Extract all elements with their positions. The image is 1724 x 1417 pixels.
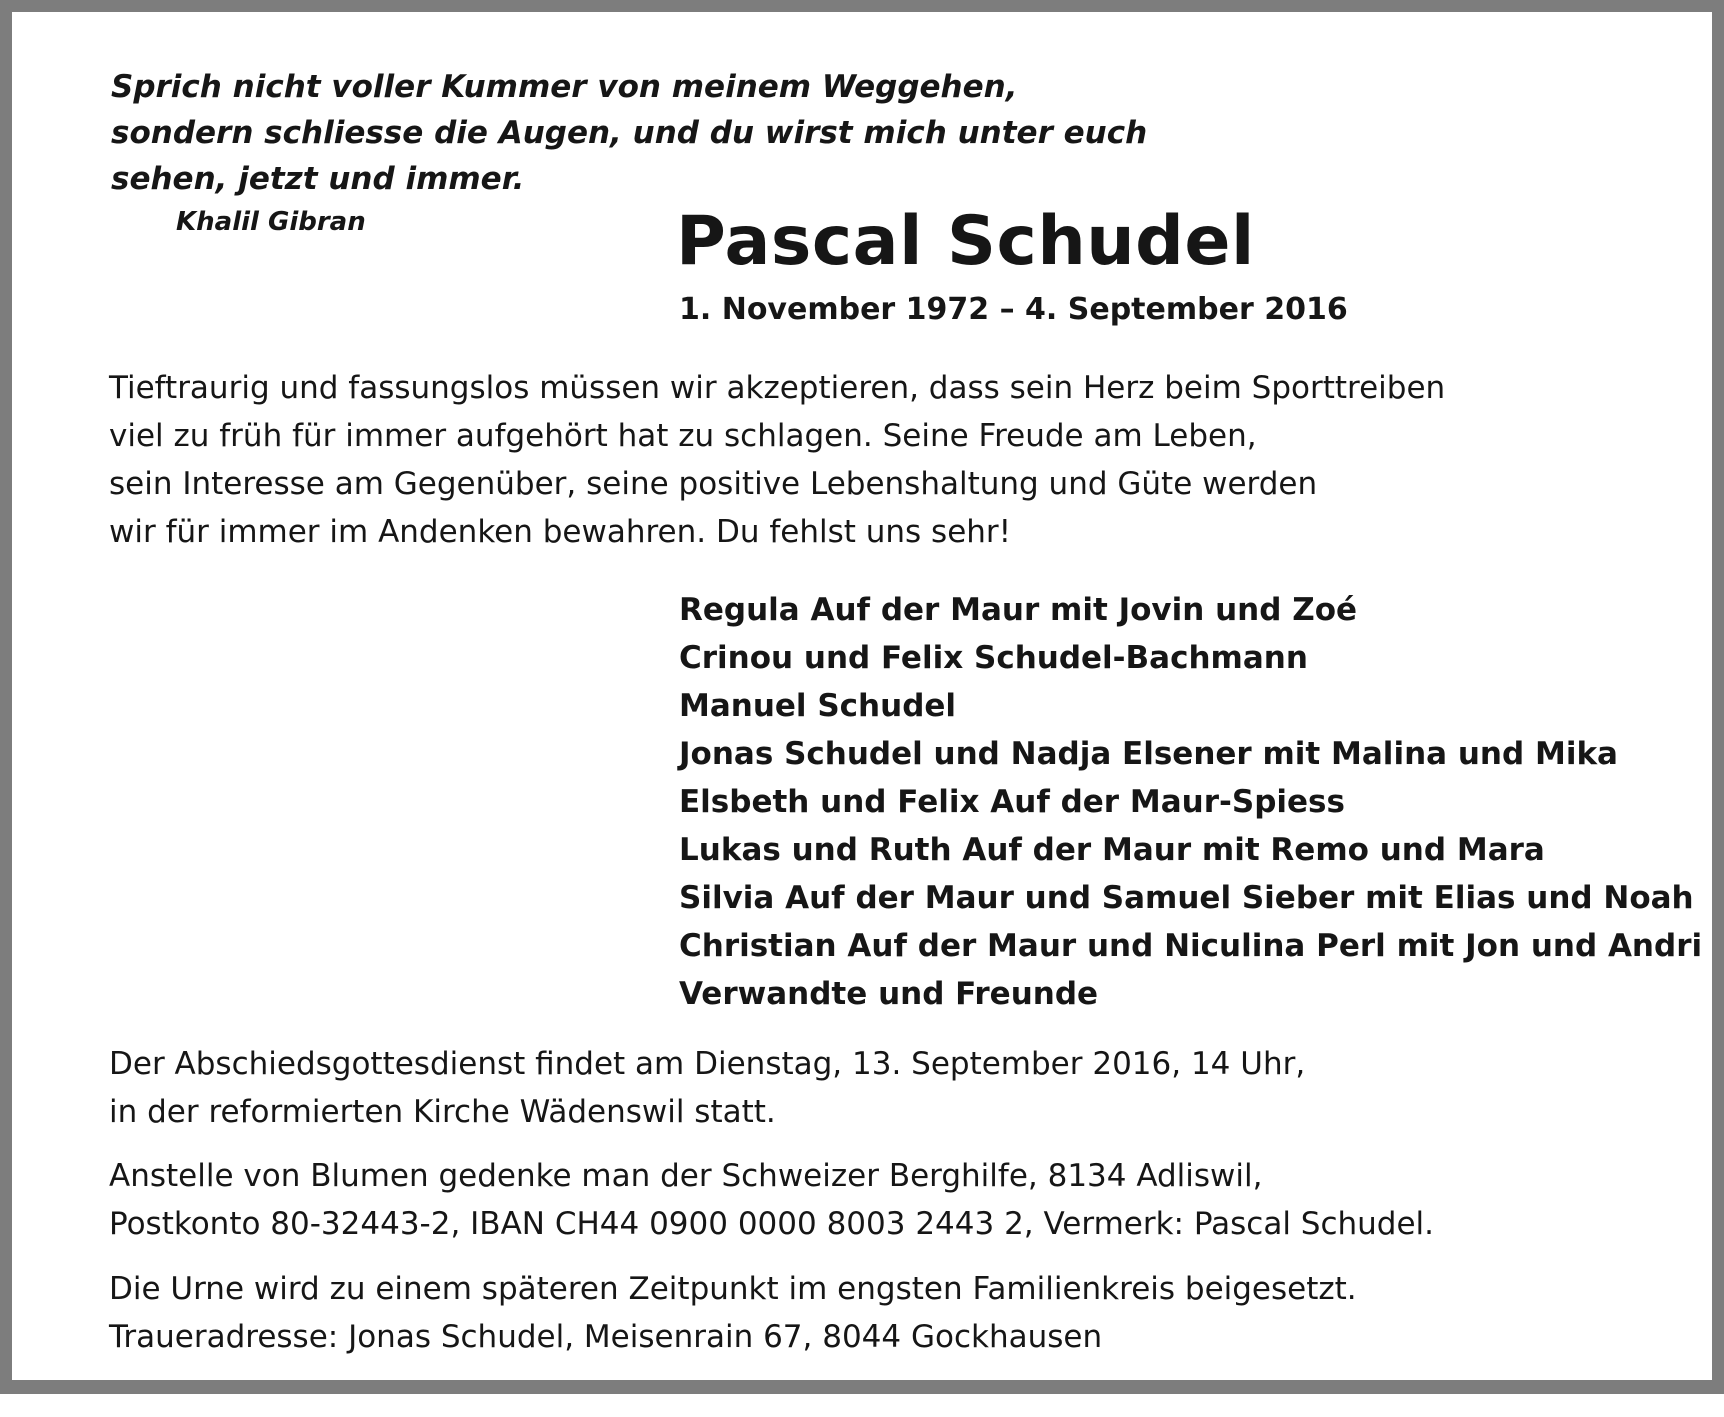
message-line: sein Interesse am Gegenüber, seine positive Lebenshaltung und Güte werden bbox=[109, 466, 1318, 502]
message-line: Tieftraurig und fassungslos müssen wir akzeptieren, dass sein Herz beim Sporttreiben bbox=[109, 370, 1446, 406]
service-line: Der Abschiedsgottesdienst findet am Dienstag, 13. September 2016, 14 Uhr, bbox=[109, 1046, 1306, 1082]
mourner-item: Regula Auf der Maur mit Jovin und Zoé bbox=[679, 592, 1358, 628]
mourner-item: Silvia Auf der Maur und Samuel Sieber mit Elias und Noah bbox=[679, 880, 1694, 916]
mourner-item: Verwandte und Freunde bbox=[679, 976, 1099, 1012]
mourner-item: Crinou und Felix Schudel-Bachmann bbox=[679, 640, 1308, 676]
frame-left bbox=[0, 0, 12, 1394]
quote-author: Khalil Gibran bbox=[176, 207, 366, 237]
donation-line: Anstelle von Blumen gedenke man der Schweizer Berghilfe, 8134 Adliswil, bbox=[109, 1158, 1263, 1194]
mourner-item: Christian Auf der Maur und Niculina Perl mit Jon und Andri bbox=[679, 928, 1703, 964]
burial-info bbox=[109, 1265, 1669, 1361]
service-line: in der reformierten Kirche Wädenswil statt. bbox=[109, 1094, 776, 1130]
mourner-item: Jonas Schudel und Nadja Elsener mit Malina und Mika bbox=[679, 736, 1618, 772]
mourner-item: Manuel Schudel bbox=[679, 688, 957, 724]
service-info bbox=[109, 1040, 1669, 1136]
deceased-name: Pascal Schudel bbox=[676, 202, 1255, 281]
obituary-notice bbox=[12, 12, 1712, 1380]
mourners-list bbox=[679, 586, 1702, 1018]
frame-bottom bbox=[0, 1380, 1724, 1394]
donation-info bbox=[109, 1152, 1669, 1248]
condolence-message bbox=[109, 364, 1669, 556]
mourner-item: Lukas und Ruth Auf der Maur mit Remo und Mara bbox=[679, 832, 1545, 868]
mourner-item: Elsbeth und Felix Auf der Maur-Spiess bbox=[679, 784, 1345, 820]
message-line: wir für immer im Andenken bewahren. Du fehlst uns sehr! bbox=[109, 514, 1012, 550]
quote-line: sondern schliesse die Augen, und du wirst mich unter euch bbox=[111, 115, 1148, 151]
donation-line: Postkonto 80-32443-2, IBAN CH44 0900 0000 8003 2443 2, Vermerk: Pascal Schudel. bbox=[109, 1206, 1435, 1242]
frame-top bbox=[0, 0, 1724, 12]
quote-line: Sprich nicht voller Kummer von meinem Weggehen, bbox=[111, 69, 1018, 105]
quote-line: sehen, jetzt und immer. bbox=[111, 161, 525, 197]
mourning-address: Traueradresse: Jonas Schudel, Meisenrain 67, 8044 Gockhausen bbox=[109, 1319, 1103, 1355]
epigraph-quote bbox=[111, 64, 1148, 202]
burial-line: Die Urne wird zu einem späteren Zeitpunkt im engsten Familienkreis beigesetzt. bbox=[109, 1271, 1357, 1307]
frame-right bbox=[1712, 0, 1724, 1394]
message-line: viel zu früh für immer aufgehört hat zu schlagen. Seine Freude am Leben, bbox=[109, 418, 1257, 454]
life-dates: 1. November 1972 – 4. September 2016 bbox=[679, 292, 1348, 327]
